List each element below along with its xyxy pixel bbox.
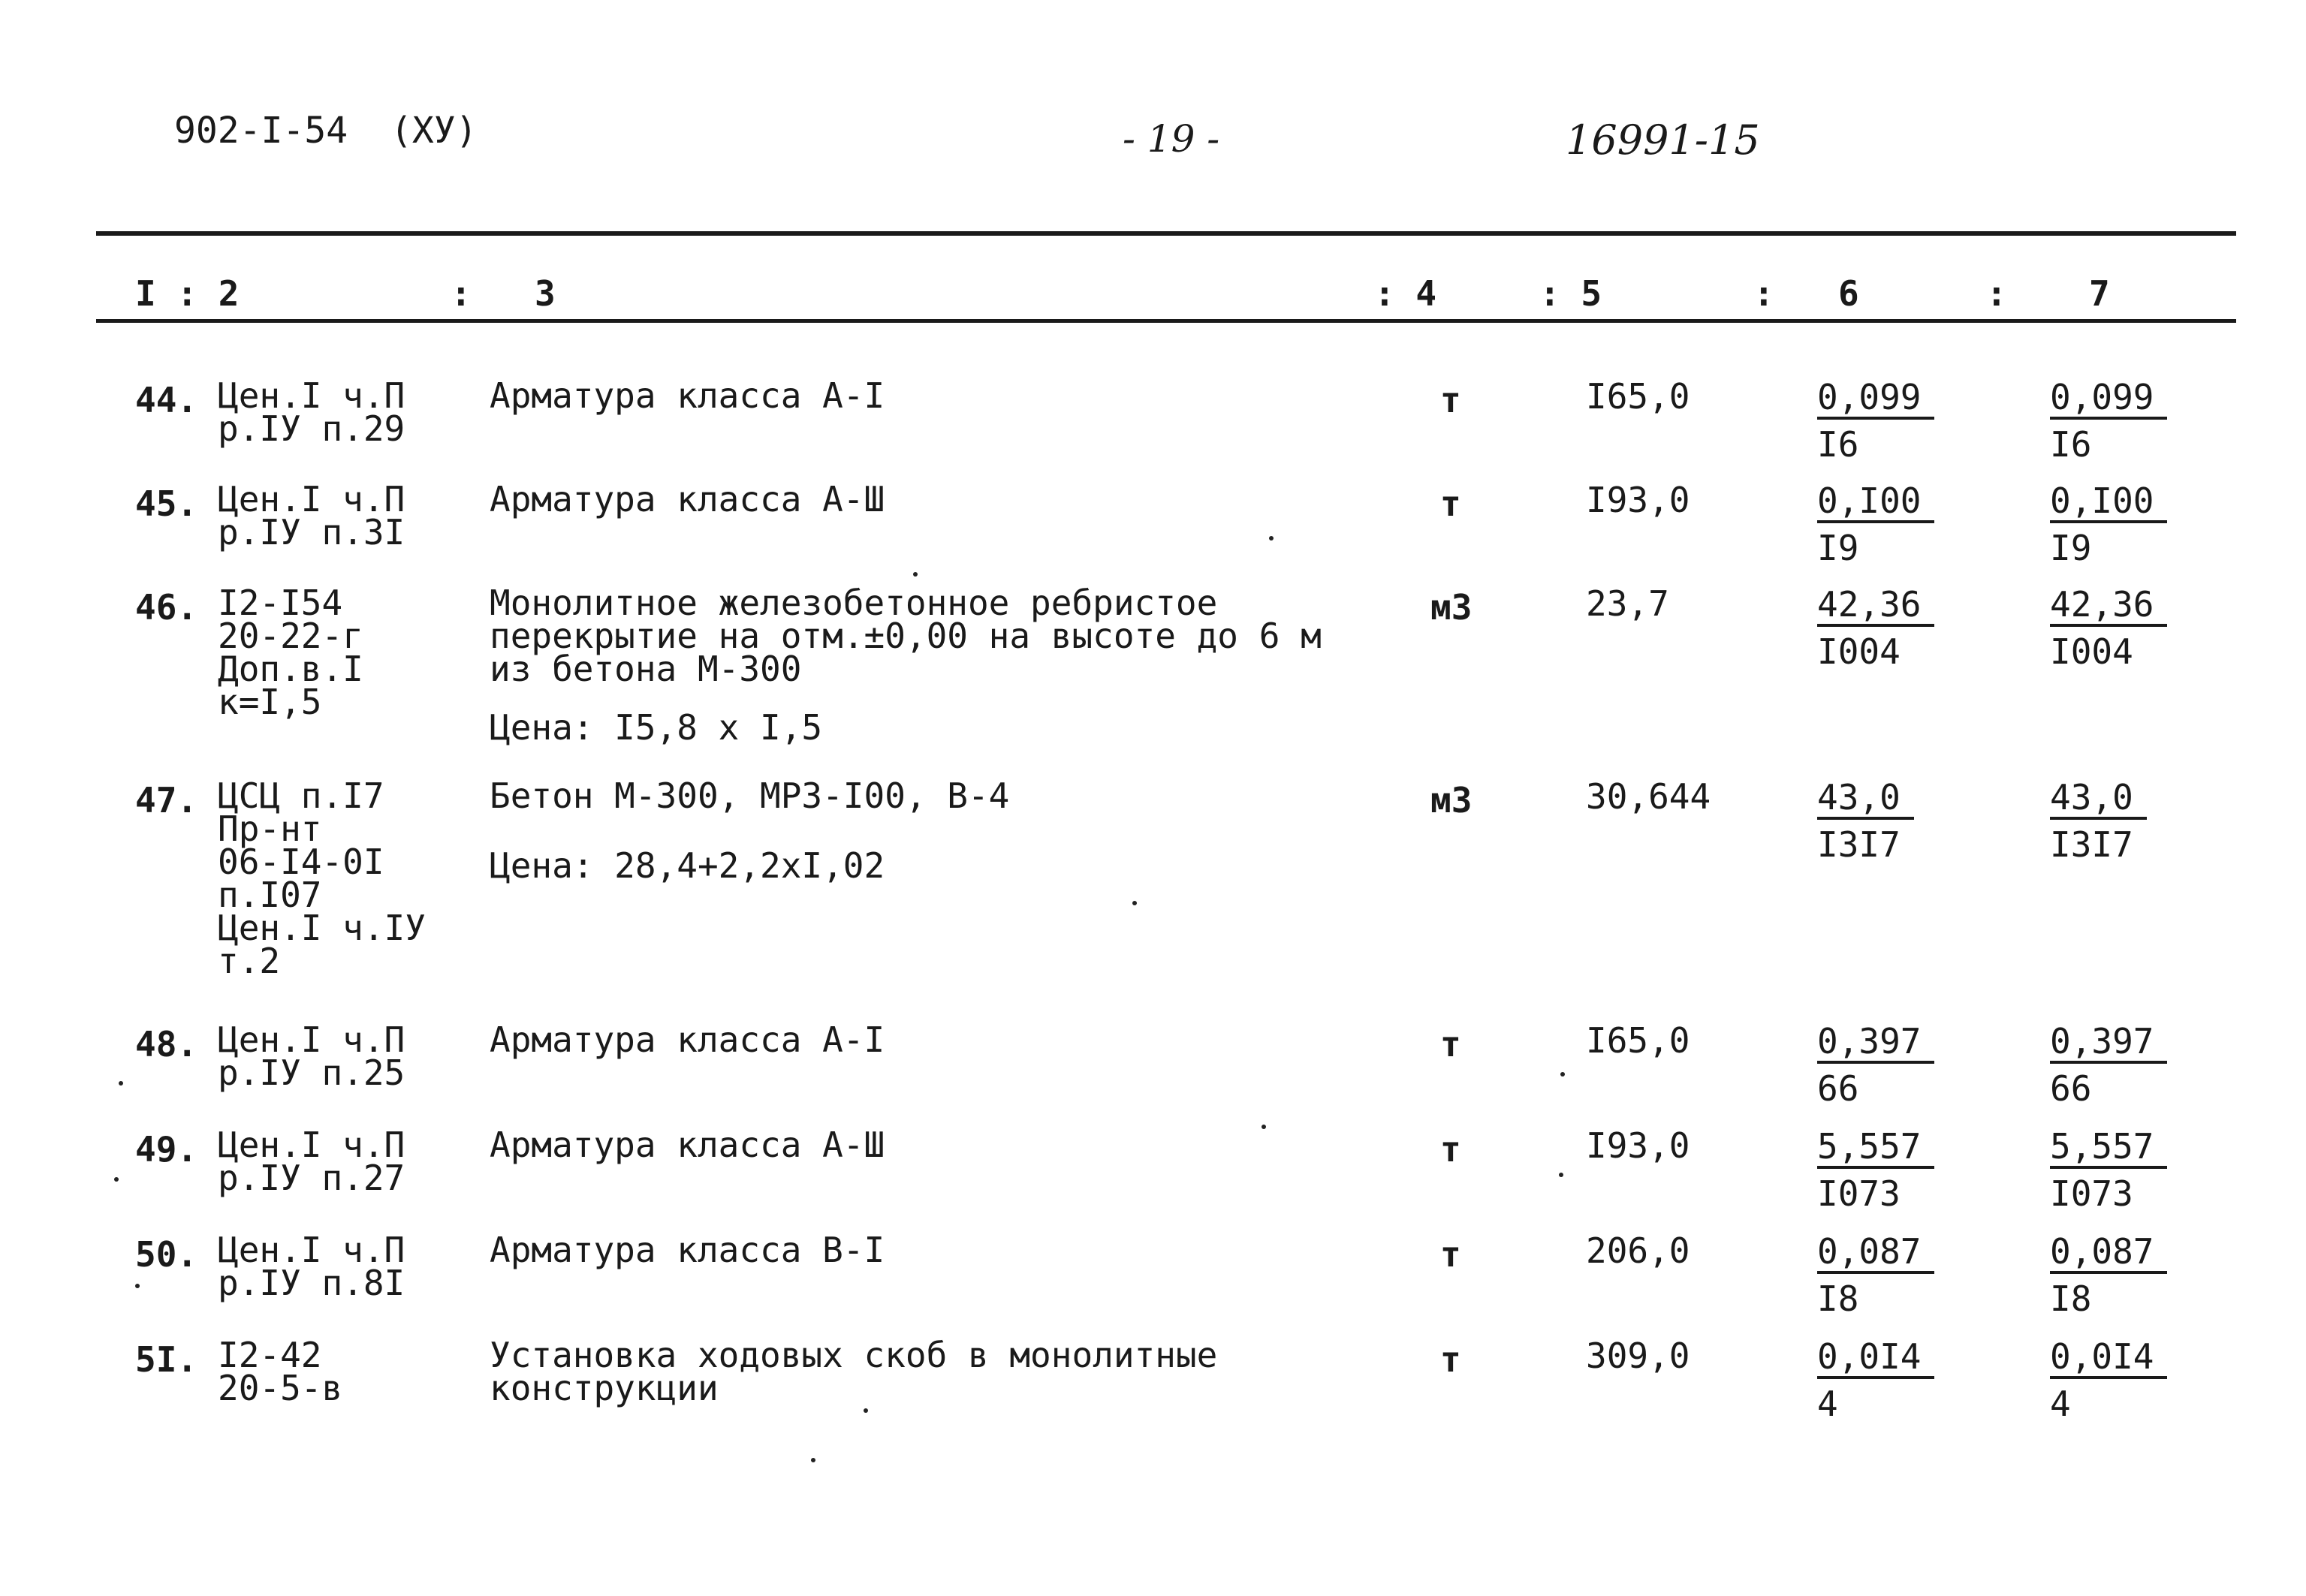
row-reference: Цен.I ч.П p.IУ п.3I — [218, 479, 405, 553]
row-col7-sub: I8 — [2050, 1278, 2092, 1320]
row-col6 — [1817, 1021, 1934, 1110]
row-unit-price: I93,0 — [1586, 480, 1690, 520]
row-description: Бетон М-300, МРЗ-I00, В-4 — [490, 775, 1010, 816]
row-unit: т — [1440, 1339, 1461, 1380]
row-number: 47. — [135, 780, 198, 821]
row-description: Установка ходовых скоб в монолитные конструкции — [490, 1335, 1218, 1408]
row-unit: м3 — [1430, 780, 1473, 821]
scan-speck — [1269, 536, 1274, 541]
row-col6 — [1817, 480, 1934, 569]
row-number: 44. — [135, 380, 198, 420]
document-section: (XУ) — [390, 110, 478, 152]
row-number: 45. — [135, 483, 198, 524]
row-col6-value: 42,36 — [1817, 586, 1934, 627]
row-col7-sub: I3I7 — [2050, 824, 2133, 866]
row-col7-value: 43,0 — [2050, 779, 2147, 820]
row-col6-sub: I6 — [1817, 424, 1859, 465]
row-col7 — [2050, 377, 2167, 465]
row-reference: I2-42 20-5-в — [218, 1335, 343, 1408]
scan-speck — [1262, 1125, 1266, 1129]
scan-speck — [864, 1408, 868, 1413]
row-col6-value: 0,397 — [1817, 1023, 1934, 1064]
row-number: 50. — [135, 1234, 198, 1275]
row-description: Арматура класса В-I — [490, 1230, 885, 1270]
row-col6-value: 0,0I4 — [1817, 1339, 1934, 1379]
row-col7-sub: 4 — [2050, 1384, 2071, 1425]
row-col6-sub: I004 — [1817, 631, 1901, 673]
row-unit-price: 309,0 — [1586, 1336, 1690, 1376]
row-col6-sub: I073 — [1817, 1173, 1901, 1215]
row-col6-value: 0,099 — [1817, 379, 1934, 420]
row-number: 49. — [135, 1129, 198, 1170]
row-reference: I2-I54 20-22-г Доп.в.I к=I,5 — [218, 583, 363, 722]
column-header-7: 7 — [2089, 273, 2110, 314]
column-separator: : — [1986, 273, 2007, 314]
scan-speck — [1560, 1072, 1565, 1077]
scan-speck — [119, 1081, 123, 1086]
column-header-5: : 5 — [1539, 273, 1602, 314]
column-header-4: : 4 — [1374, 273, 1437, 314]
row-col7-value: 5,557 — [2050, 1128, 2167, 1169]
row-number: 5I. — [135, 1339, 198, 1380]
row-col6-sub: 4 — [1817, 1384, 1838, 1425]
scan-speck — [1559, 1173, 1563, 1177]
row-col7-sub: I6 — [2050, 424, 2092, 465]
row-description: Монолитное железобетонное ребристое перекрытие на отм.±0,00 на высоте до 6 м из бетона М-300 — [490, 583, 1322, 689]
document-code: 902-I-54 — [174, 110, 348, 152]
row-col7 — [2050, 1231, 2167, 1320]
row-col6 — [1817, 1231, 1934, 1320]
row-col6-value: 5,557 — [1817, 1128, 1934, 1169]
row-unit: т — [1440, 1129, 1461, 1170]
row-col6-value: 43,0 — [1817, 779, 1914, 820]
row-unit: м3 — [1430, 587, 1473, 628]
row-col6-sub: I8 — [1817, 1278, 1859, 1320]
scan-speck — [811, 1458, 815, 1462]
row-col6-sub: I3I7 — [1817, 824, 1901, 866]
row-col6 — [1817, 584, 1934, 673]
row-price-note: Цена: I5,8 x I,5 — [490, 707, 823, 748]
row-unit: т — [1440, 1024, 1461, 1065]
row-col7-value: 0,087 — [2050, 1233, 2167, 1274]
row-unit: т — [1440, 1234, 1461, 1275]
row-col6-value: 0,087 — [1817, 1233, 1934, 1274]
scan-speck — [913, 572, 918, 577]
row-col7 — [2050, 1021, 2167, 1110]
row-reference: Цен.I ч.П p.IУ п.8I — [218, 1230, 405, 1303]
scan-speck — [135, 1284, 140, 1288]
row-col7 — [2050, 1336, 2167, 1425]
row-col7 — [2050, 777, 2147, 866]
column-separator: : — [1753, 273, 1774, 314]
row-number: 48. — [135, 1024, 198, 1065]
row-unit-price: 23,7 — [1586, 583, 1669, 624]
row-number: 46. — [135, 587, 198, 628]
row-unit-price: I65,0 — [1586, 1020, 1690, 1061]
scan-speck — [1132, 901, 1137, 905]
row-col6 — [1817, 377, 1934, 465]
row-description: Арматура класса А-Ш — [490, 479, 885, 519]
table-top-rule — [96, 231, 2236, 236]
table-header-rule — [96, 319, 2236, 323]
row-unit-price: I93,0 — [1586, 1125, 1690, 1166]
row-col7-value: 0,I00 — [2050, 483, 2167, 523]
column-header-3: 3 — [535, 273, 556, 314]
row-col6 — [1817, 777, 1914, 866]
row-col7-sub: I073 — [2050, 1173, 2133, 1215]
row-col7 — [2050, 480, 2167, 569]
row-unit: т — [1440, 380, 1461, 420]
row-col7-value: 42,36 — [2050, 586, 2167, 627]
row-col6-value: 0,I00 — [1817, 483, 1934, 523]
row-unit: т — [1440, 483, 1461, 524]
row-col7-sub: I004 — [2050, 631, 2133, 673]
column-separator: : — [451, 273, 472, 314]
row-unit-price: 30,644 — [1586, 776, 1711, 817]
column-header-1-2: I : 2 — [135, 273, 240, 314]
row-price-note: Цена: 28,4+2,2xI,02 — [490, 845, 885, 886]
row-col7-value: 0,397 — [2050, 1023, 2167, 1064]
document-number: 16991-15 — [1566, 116, 1760, 164]
row-col7-value: 0,099 — [2050, 379, 2167, 420]
row-reference: Цен.I ч.П p.IУ п.27 — [218, 1125, 405, 1198]
row-col7-value: 0,0I4 — [2050, 1339, 2167, 1379]
row-reference: Цен.I ч.П p.IУ п.25 — [218, 1019, 405, 1093]
row-description: Арматура класса А-Ш — [490, 1125, 885, 1165]
row-unit-price: I65,0 — [1586, 376, 1690, 417]
row-reference: ЦСЦ п.I7 Пр-нт 06-I4-0I п.I07 Цен.I ч.IУ т.2 — [218, 775, 426, 981]
column-header-6: 6 — [1838, 273, 1859, 314]
row-col6-sub: 66 — [1817, 1068, 1859, 1110]
row-description: Арматура класса А-I — [490, 375, 885, 416]
row-col6 — [1817, 1126, 1934, 1215]
row-col7-sub: 66 — [2050, 1068, 2092, 1110]
row-unit-price: 206,0 — [1586, 1230, 1690, 1271]
row-col6-sub: I9 — [1817, 528, 1859, 569]
row-col7-sub: I9 — [2050, 528, 2092, 569]
page-number: - 19 - — [1123, 117, 1220, 161]
row-col7 — [2050, 584, 2167, 673]
row-reference: Цен.I ч.П p.IУ п.29 — [218, 375, 405, 449]
row-col7 — [2050, 1126, 2167, 1215]
scan-speck — [114, 1177, 119, 1182]
row-col6 — [1817, 1336, 1934, 1425]
row-description: Арматура класса А-I — [490, 1019, 885, 1060]
